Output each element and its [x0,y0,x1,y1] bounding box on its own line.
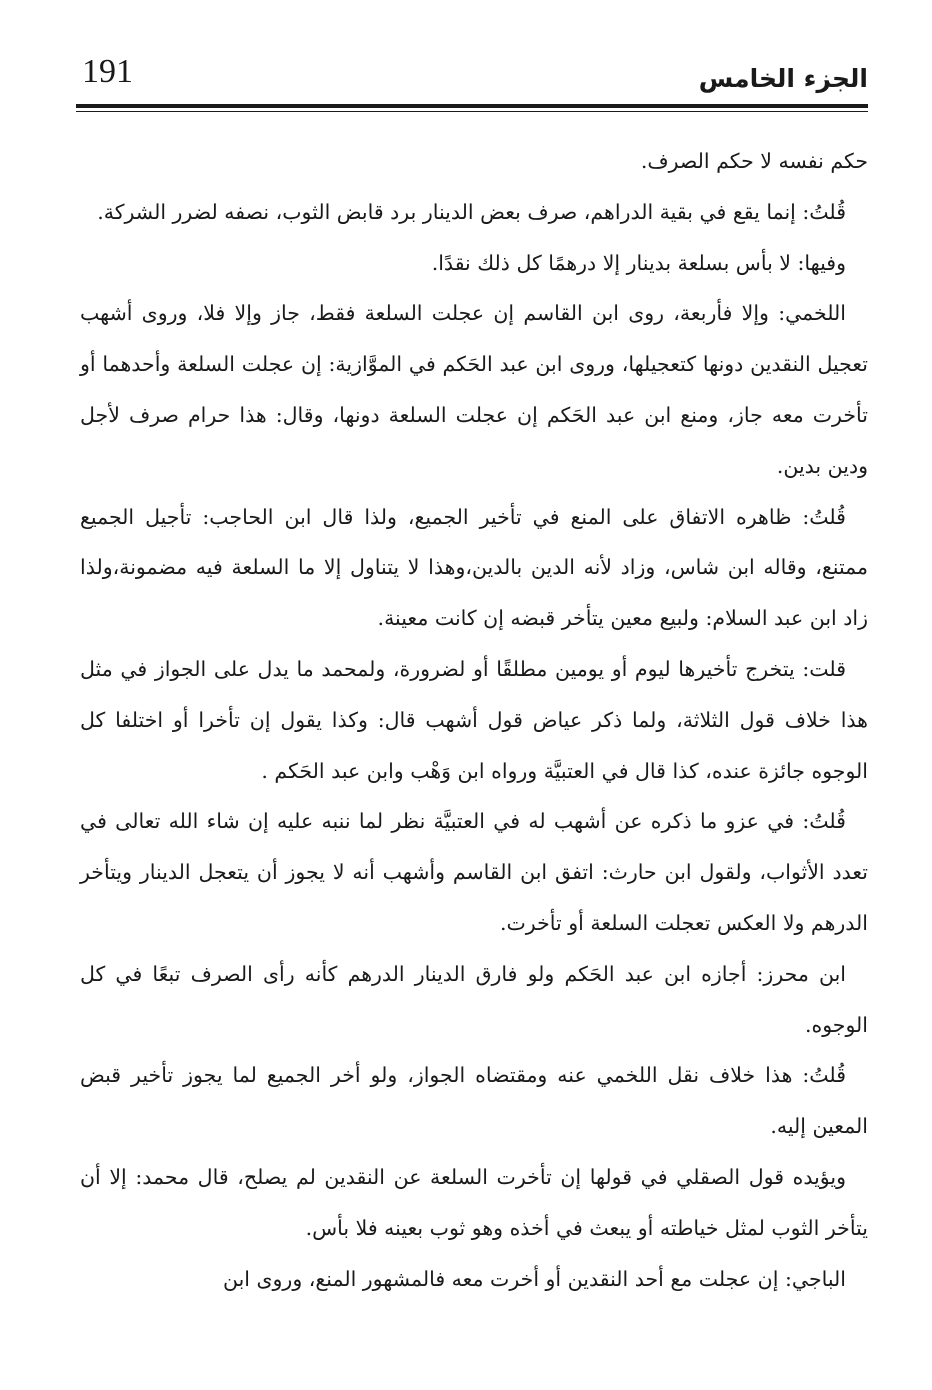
paragraph: حكم نفسه لا حكم الصرف. [640,149,868,173]
paragraph: قُلتُ: ظاهره الاتفاق على المنع في تأخير الجميع، ولذا قال ابن الحاجب: تأجيل الجميع ممتنع، وقاله ابن شاس، وزاد لأنه الدين بالدين،وهذا لا يتناول إلا ما السلعة فيه مضمونة،ولذا زاد ابن عبد السلام: ولبيع معين يتأخر قبضه إن كانت معينة. [80,504,868,631]
paragraph: وفيها: لا بأس بسلعة بدينار إلا درهمًا كل ذلك نقدًا. [431,250,846,275]
header-rule-thin [76,111,868,112]
paragraph: قلت: يتخرج تأخيرها ليوم أو يومين مطلقًا أو لضرورة، ولمحمد ما يدل على الجواز في مثل هذا خلاف قول الثلاثة، ولما ذكر عياض قول أشهب قال: وكذا يقول إن تأخرا أو اختلفا كل الوجوه جائزة عنده، كذا قال في العتبيَّة ورواه ابن وَهْب وابن عبد الحَكم . [80,656,868,783]
body-text [80,136,868,1304]
paragraph: ابن محرز: أجازه ابن عبد الحَكم ولو فارق الدينار الدرهم كأنه رأى الصرف تبعًا في كل الوجوه. [80,961,868,1037]
running-title: الجزء الخامس [698,64,868,93]
paragraph: قُلتُ: هذا خلاف نقل اللخمي عنه ومقتضاه الجواز، ولو أخر الجميع لما يجوز تأخير قبض المعين إليه. [80,1063,868,1139]
paragraph: قُلتُ: إنما يقع في بقية الدراهم، صرف بعض الدينار برد قابض الثوب، نصفه لضرر الشركة. [97,199,846,224]
paragraph: قُلتُ: في عزو ما ذكره عن أشهب له في العتبيَّة نظر لما ننبه عليه إن شاء الله تعالى في تعدد الأثواب، ولقول ابن حارث: اتفق ابن القاسم وأشهب أنه لا يجوز أن يتعجل الدينار ويتأخر الدرهم ولا العكس تعجلت السلعة أو تأخرت. [80,809,868,935]
page-number: 191 [82,53,133,90]
header-rule-thick [76,104,868,108]
paragraph: ويؤيده قول الصقلي في قولها إن تأخرت السلعة عن النقدين لم يصلح، قال محمد: إلا أن يتأخر الثوب لمثل خياطته أو يبعث في أخذه وهو ثوب بعينه فلا بأس. [80,1164,868,1240]
paragraph: اللخمي: وإلا فأربعة، روى ابن القاسم إن عجلت السلعة فقط، جاز وإلا فلا، وروى أشهب تعجيل النقدين دونها كتعجيلها، وروى ابن عبد الحَكم في الموَّازية: إن عجلت السلعة وأحدهما أو تأخرت معه جاز، ومنع ابن عبد الحَكم إن عجلت السلعة دونها، وقال: هذا حرام صرف لأجل ودين بدين. [80,301,868,478]
page-header [76,48,868,100]
paragraph: الباجي: إن عجلت مع أحد النقدين أو أخرت معه فالمشهور المنع، وروى ابن [222,1266,846,1291]
